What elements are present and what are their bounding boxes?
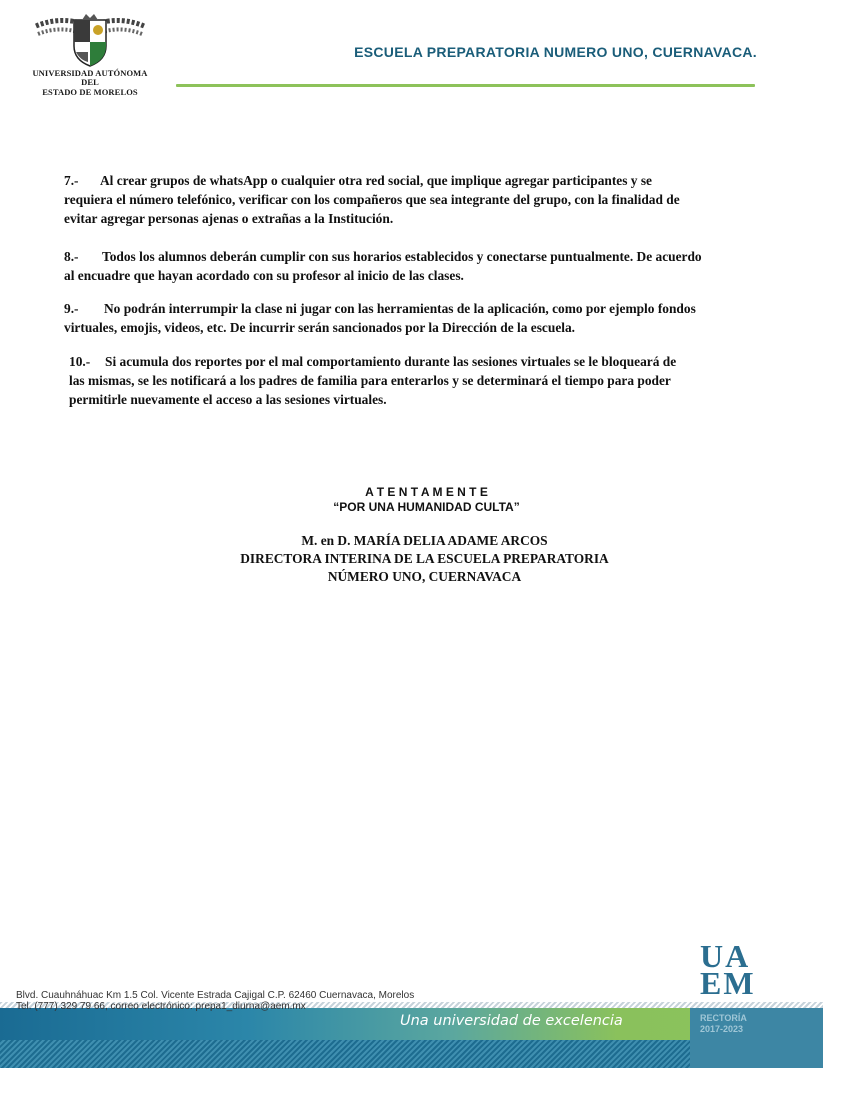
signer-title-line1: DIRECTORA INTERINA DE LA ESCUELA PREPARATORIA xyxy=(240,551,609,566)
rule-9-number: 9.- xyxy=(64,301,79,316)
rule-7-line-1: Al crear grupos de whatsApp o cualquier otra red social, que implique agregar participantes y se xyxy=(100,173,652,188)
rule-10 xyxy=(69,352,676,409)
university-logo xyxy=(24,12,156,97)
rule-7-line-2: requiera el número telefónico, verificar con los compañeros que sea integrante del grupo, con la finalidad de xyxy=(64,192,680,207)
footer-contact xyxy=(16,990,414,1012)
signer-title-line2: NÚMERO UNO, CUERNAVACA xyxy=(327,569,522,584)
rule-8-line-1: Todos los alumnos deberán cumplir con sus horarios establecidos y conectarse puntualmente. De acuerdo xyxy=(102,249,702,264)
rule-10-line-3: permitirle nuevamente el acceso a las sesiones virtuales. xyxy=(69,392,387,407)
uaem-logo-line2: EM xyxy=(700,965,756,1001)
rule-9-line-1: No podrán interrumpir la clase ni jugar con las herramientas de la aplicación, como por ejemplo fondos xyxy=(104,301,696,316)
rule-10-line-2: las mismas, se les notificará a los padres de familia para enterarlos y se determinará el tiempo para poder xyxy=(69,373,671,388)
university-name-line1: UNIVERSIDAD AUTÓNOMA DEL xyxy=(32,68,148,87)
rule-9 xyxy=(64,299,696,337)
rule-7-number: 7.- xyxy=(64,173,79,188)
rule-8 xyxy=(64,247,702,285)
rule-9-line-2: virtuales, emojis, videos, etc. De incurrir serán sancionados por la Dirección de la escuela. xyxy=(64,320,576,335)
header-divider xyxy=(176,84,755,87)
signer-name: M. en D. MARÍA DELIA ADAME ARCOS xyxy=(301,533,548,548)
rule-8-line-2: al encuadre que hayan acordado con su profesor al inicio de las clases. xyxy=(64,268,464,283)
rule-8-number: 8.- xyxy=(64,249,79,264)
rule-7-line-3: evitar agregar personas ajenas o extrañas a la Institución. xyxy=(64,211,394,226)
school-title: ESCUELA PREPARATORIA NUMERO UNO, CUERNAVACA. xyxy=(354,44,757,60)
rectoria-label xyxy=(700,1013,747,1035)
closing-salutation: A T E N T A M E N T E xyxy=(365,485,488,499)
footer-tagline: Una universidad de excelencia xyxy=(400,1013,623,1029)
university-name-line2: ESTADO DE MORELOS xyxy=(42,87,138,97)
footer-address: Blvd. Cuauhnáhuac Km 1.5 Col. Vicente Estrada Cajigal C.P. 62460 Cuernavaca, Morelos xyxy=(16,990,415,1001)
footer-contact-line: Tel. (777) 329 79 66, correo electrónico: prepa1_diurna@aem.mx xyxy=(16,1001,306,1012)
rectoria-years: 2017-2023 xyxy=(700,1024,744,1034)
closing-motto: “POR UNA HUMANIDAD CULTA” xyxy=(333,500,520,514)
rule-10-number: 10.- xyxy=(69,354,91,369)
rule-10-line-1: Si acumula dos reportes por el mal comportamiento durante las sesiones virtuales se le bloqueará de xyxy=(105,354,677,369)
uaem-logo xyxy=(700,938,760,1001)
university-crest-icon xyxy=(30,12,150,68)
rule-7 xyxy=(64,171,680,228)
rectoria-label-text: RECTORÍA xyxy=(700,1013,747,1023)
uaem-logo-line1: UA xyxy=(700,938,751,974)
